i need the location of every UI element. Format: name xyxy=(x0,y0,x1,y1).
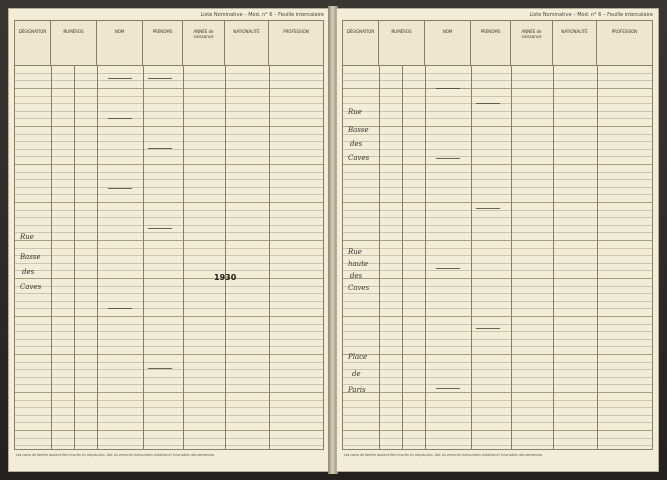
col-prenoms: PRÉNOMS xyxy=(471,21,511,65)
margin-note: des xyxy=(350,140,363,148)
left-footnote: Les noms de famille doivent être inscrits en majuscules. Voir au verso les instructions relatives à l'inscription des personnes. xyxy=(16,453,216,457)
col-designation: DÉSIGNATION xyxy=(15,21,51,65)
margin-note: Place xyxy=(348,353,368,361)
col-nationalite: NATIONALITÉ xyxy=(225,21,269,65)
year-stamp: 1930 xyxy=(214,273,237,282)
margin-note: Rue xyxy=(20,233,34,241)
margin-note: de xyxy=(352,370,361,378)
right-page xyxy=(336,8,659,472)
col-numeros: NUMÉROS xyxy=(379,21,425,65)
left-page xyxy=(8,8,330,472)
margin-note: des xyxy=(22,268,35,276)
margin-note: haute xyxy=(348,260,369,268)
col-annee: ANNÉE de naissance xyxy=(183,21,225,65)
col-nom: NOM xyxy=(425,21,471,65)
right-page-header: Liste Nominative – Mod. n° 6 – Feuille intercalaire xyxy=(529,12,653,18)
col-prenoms: PRÉNOMS xyxy=(143,21,183,65)
col-designation: DÉSIGNATION xyxy=(343,21,379,65)
col-profession: PROFESSION xyxy=(611,29,638,34)
left-ruled-rows xyxy=(14,66,324,450)
margin-note: Rue xyxy=(348,248,362,256)
right-footnote: Les noms de famille doivent être inscrits en majuscules. Voir au verso les instructions relatives à l'inscription des personnes. xyxy=(344,453,544,457)
margin-note: Caves xyxy=(348,154,370,162)
left-page-header: Liste Nominative – Mod. n° 6 – Feuille intercalaire xyxy=(200,12,324,18)
left-column-headers xyxy=(14,20,324,66)
col-nationalite: NATIONALITÉ xyxy=(553,21,597,65)
right-column-headers xyxy=(342,20,653,66)
col-annee: ANNÉE de naissance xyxy=(511,21,553,65)
col-nom: NOM xyxy=(97,21,143,65)
col-profession: PROFESSION xyxy=(283,29,309,34)
right-ruled-rows xyxy=(342,66,653,450)
margin-note: Rue xyxy=(348,108,362,116)
margin-note: Basse xyxy=(348,126,369,134)
margin-note: Caves xyxy=(348,284,370,292)
margin-note: Caves xyxy=(20,283,42,291)
margin-note: Paris xyxy=(348,386,366,394)
margin-note: Basse xyxy=(20,253,41,261)
col-numeros: NUMÉROS xyxy=(51,21,97,65)
margin-note: des xyxy=(350,272,363,280)
